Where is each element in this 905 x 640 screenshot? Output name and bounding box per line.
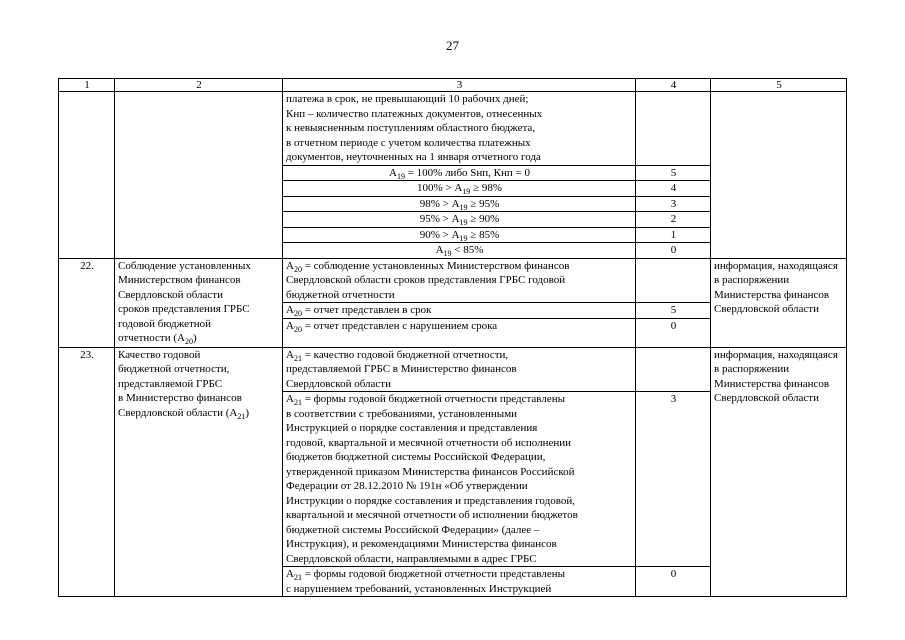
source-cell: информация, находящаяся в распоряжении Министерства финансов Свердловской области [711,347,847,597]
points-cell [636,92,711,166]
points-cell: 5 [636,165,711,181]
points-cell: 4 [636,181,711,197]
points-cell: 3 [636,392,711,567]
header-cell: 3 [283,79,636,92]
criterion-cell: $А_{21}$ = формы годовой бюджетной отчетности представлены в соответствии с требованиями, установленными Инструкцией о порядке составления и представления годовой, квартальной и месячной отчетности об исполнении бюджетов бюджетной системы Российской Федерации, утвержденной приказом Министерства финансов Российской Федерации от 28.12.2010 № 191н «Об утверждении Инструкции о порядке составления и представления годовой, квартальной и месячной отчетности об исполнении бюджетов бюджетной системы Российской Федерации» (далее – Инструкция), и рекомендациями Министерства финансов Свердловской области, направляемыми в адрес ГРБС [283,392,636,567]
header-cell: 5 [711,79,847,92]
points-cell [636,347,711,392]
points-cell: 0 [636,243,711,259]
points-cell: 5 [636,303,711,319]
criteria-table [58,78,847,597]
table-row [59,258,847,303]
table-header-row [59,79,847,92]
criterion-cell: $95\% > А_{19} \ge 90\%$ [283,212,636,228]
points-cell: 0 [636,318,711,347]
criterion-cell: $А_{20}$ = отчет представлен с нарушением срока [283,318,636,347]
indicator-name-cell: Качество годовой бюджетной отчетности, представляемой ГРБС в Министерство финансов Свердловской области $(А_{21})$ [115,347,283,597]
table-row [59,92,847,166]
criterion-cell: $А_{20}$ = отчет представлен в срок [283,303,636,319]
criterion-cell: $А_{19} < 85\%$ [283,243,636,259]
header-cell: 1 [59,79,115,92]
points-cell [636,258,711,303]
points-cell: 3 [636,196,711,212]
definition-cell: $А_{20}$ = соблюдение установленных Министерством финансов Свердловской области сроков представления ГРБС годовой бюджетной отчетности [283,258,636,303]
indicator-name-cell [115,92,283,259]
row-number-cell: 22. [59,258,115,347]
indicator-name-cell: Соблюдение установленных Министерством финансов Свердловской области сроков представления ГРБС годовой бюджетной отчетности $(А_{20})$ [115,258,283,347]
table-row [59,347,847,392]
criterion-cell: $90\% > А_{19} \ge 85\%$ [283,227,636,243]
points-cell: 2 [636,212,711,228]
criterion-cell: $100\% > А_{19} \ge 98\%$ [283,181,636,197]
criterion-cell: $А_{21}$ = формы годовой бюджетной отчетности представлены с нарушением требований, установленных Инструкцией [283,567,636,597]
page-number: 27 [446,38,459,53]
criterion-cell: $А_{19} = 100\%$ либо Sнп, Кнп = 0 [283,165,636,181]
points-cell: 0 [636,567,711,597]
row-number-cell [59,92,115,259]
source-cell [711,92,847,259]
definition-cell: $А_{21}$ = качество годовой бюджетной отчетности, представляемой ГРБС в Министерство финансов Свердловской области [283,347,636,392]
points-cell: 1 [636,227,711,243]
header-cell: 4 [636,79,711,92]
row-number-cell: 23. [59,347,115,597]
source-cell: информация, находящаяся в распоряжении Министерства финансов Свердловской области [711,258,847,347]
header-cell: 2 [115,79,283,92]
definition-cell: платежа в срок, не превышающий 10 рабочих дней; Кнп – количество платежных документов, отнесенных к невыясненным поступлениям областного бюджета, в отчетном периоде с учетом количества платежных документов, неуточненных на 1 января отчетного года [283,92,636,166]
criterion-cell: $98\% > А_{19} \ge 95\%$ [283,196,636,212]
